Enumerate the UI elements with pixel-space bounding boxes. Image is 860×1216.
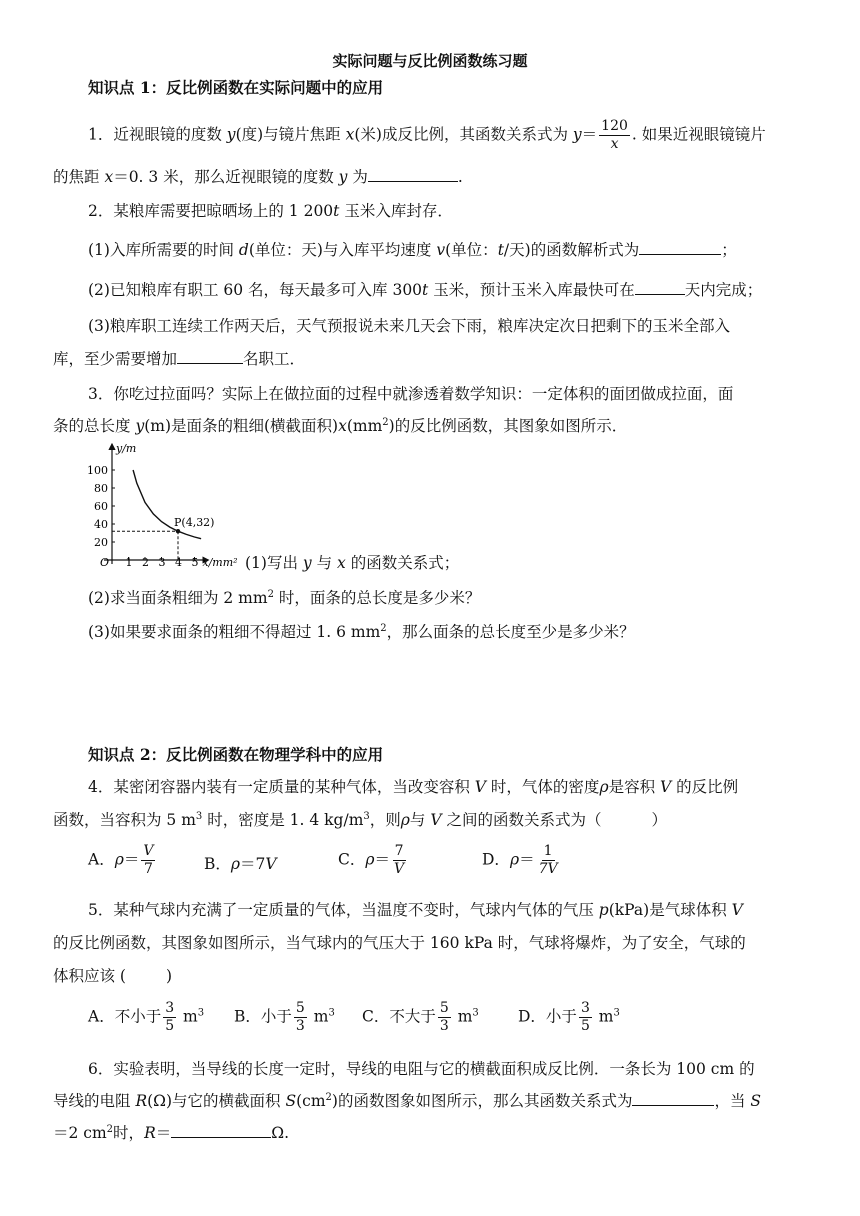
q1-fraction: $\frac{120}{x}$ xyxy=(601,118,628,152)
y-tick-label: 100 xyxy=(87,464,108,477)
x-tick-label: 5 xyxy=(191,556,199,569)
q5-line-3: 体积应该 ( ) xyxy=(53,967,173,985)
q1-line-1: 1．近视眼镜的度数 y(度)与镜片焦距 x(米)成反比例，其函数关系式为 y＝ $\frac{120}{x}$ . 如果近视眼镜镜片 xyxy=(88,118,766,152)
q6-line-1: 6．实验表明，当导线的长度一定时，导线的电阻与它的横截面积成反比例．一条长为 100 cm 的 xyxy=(88,1060,755,1078)
y-tick-label: 80 xyxy=(94,482,108,495)
q3-part-1: (1)写出 y 与 x 的函数关系式； xyxy=(245,554,460,572)
q2-part-3-line-2: 库，至少需要增加 名职工． xyxy=(53,350,306,368)
q4-option-b[interactable]: B．ρ＝7V xyxy=(204,855,277,873)
q1-line-2: 的焦距 x＝0. 3 米，那么近视眼镜的度数 y 为 . xyxy=(53,168,463,186)
q3-function-graph xyxy=(84,440,244,575)
y-tick-label: 20 xyxy=(94,536,108,549)
point-p xyxy=(176,529,180,533)
q6-function-answer-blank[interactable] xyxy=(632,1091,714,1106)
x-tick-label: 4 xyxy=(175,556,182,569)
q6-line-2: 导线的电阻 R(Ω)与它的横截面积 $S(cm^2)$的函数图象如图所示，那么其函数关系式为 ，当 S xyxy=(53,1091,762,1110)
q5-option-c[interactable]: C．不大于 $\frac{5}{3}$ $m^3$ xyxy=(362,1000,479,1034)
q2-part-3-line-1: (3)粮库职工连续工作两天后，天气预报说未来几天会下雨，粮库决定次日把剩下的玉米全部入 xyxy=(88,317,730,335)
q4-option-a[interactable]: A．ρ＝ $\frac{V}{7}$ xyxy=(88,843,154,877)
q5-option-a[interactable]: A．不小于 $\frac{3}{5}$ $m^3$ xyxy=(88,1000,205,1034)
q6-r-answer-blank[interactable] xyxy=(171,1123,271,1138)
q2-intro: 2．某粮库需要把晾晒场上的 1 200t 玉米入库封存． xyxy=(88,202,453,220)
section-1-heading: 知识点 1：反比例函数在实际问题中的应用 xyxy=(88,78,384,97)
section-2-heading: 知识点 2：反比例函数在物理学科中的应用 xyxy=(88,745,384,764)
q5-line-1: 5．某种气球内充满了一定质量的气体，当温度不变时，气球内气体的气压 p(kPa)是气球体积 V xyxy=(88,901,743,919)
q4-line-1: 4．某密闭容器内装有一定质量的某种气体，当改变容积 V 时，气体的密度ρ是容积 V 的反比例 xyxy=(88,778,739,796)
q2-part-2: (2)已知粮库有职工 60 名，每天最多可入库 300t 玉米，预计玉米入库最快可在 天内完成； xyxy=(88,281,763,299)
q6-line-3: ＝2 $cm^2$时，R＝ Ω. xyxy=(53,1123,290,1142)
q2-p2-answer-blank[interactable] xyxy=(635,280,685,295)
q2-p3-answer-blank[interactable] xyxy=(177,349,243,364)
x-tick-label: 1 xyxy=(125,556,133,569)
x-tick-label: 2 xyxy=(142,556,149,569)
q2-p1-answer-blank[interactable] xyxy=(639,240,721,255)
point-p-label: P(4,32) xyxy=(174,516,215,530)
q1-answer-blank[interactable] xyxy=(368,167,458,182)
q2-part-1: (1)入库所需要的时间 d(单位：天)与入库平均速度 v(单位：t/天)的函数解析式为 ； xyxy=(88,241,737,259)
y-tick-label: 60 xyxy=(94,500,108,513)
q5-option-b[interactable]: B．小于 $\frac{5}{3}$ $m^3$ xyxy=(234,1000,335,1034)
y-tick-label: 40 xyxy=(94,518,108,531)
q3-part-3: (3)如果要求面条的粗细不得超过 1. 6 $mm^2$，那么面条的总长度至少是多少米？ xyxy=(88,622,635,641)
q5-option-d[interactable]: D．小于 $\frac{3}{5}$ $m^3$ xyxy=(518,1000,620,1034)
q3-line-2: 条的总长度 y(m)是面条的粗细(横截面积)$x(mm^2)$的反比例函数，其图象如图所示． xyxy=(53,416,628,435)
origin-label: O xyxy=(100,556,110,569)
x-tick-label: 3 xyxy=(158,556,166,569)
x-axis-label: x/mm² xyxy=(202,556,238,569)
q4-option-d[interactable]: D．ρ＝ $\frac{1}{7V}$ xyxy=(482,843,558,877)
y-axis-label: y/m xyxy=(116,442,137,455)
q4-line-2: 函数，当容积为 5 $m^3$ 时，密度是 1. 4 $kg/m^3$，则ρ与 V 之间的函数关系式为（ ） xyxy=(53,810,667,829)
q4-option-c[interactable]: C．ρ＝ $\frac{7}{V}$ xyxy=(338,843,405,877)
q3-part-2: (2)求当面条粗细为 2 $mm^2$ 时，面条的总长度是多少米？ xyxy=(88,588,481,607)
page-title: 实际问题与反比例函数练习题 xyxy=(332,52,528,70)
q5-line-2: 的反比例函数，其图象如图所示，当气球内的气压大于 160 kPa 时，气球将爆炸，为了安全，气球的 xyxy=(53,934,746,952)
q3-line-1: 3．你吃过拉面吗？实际上在做拉面的过程中就渗透着数学知识：一定体积的面团做成拉面，面 xyxy=(88,385,734,403)
